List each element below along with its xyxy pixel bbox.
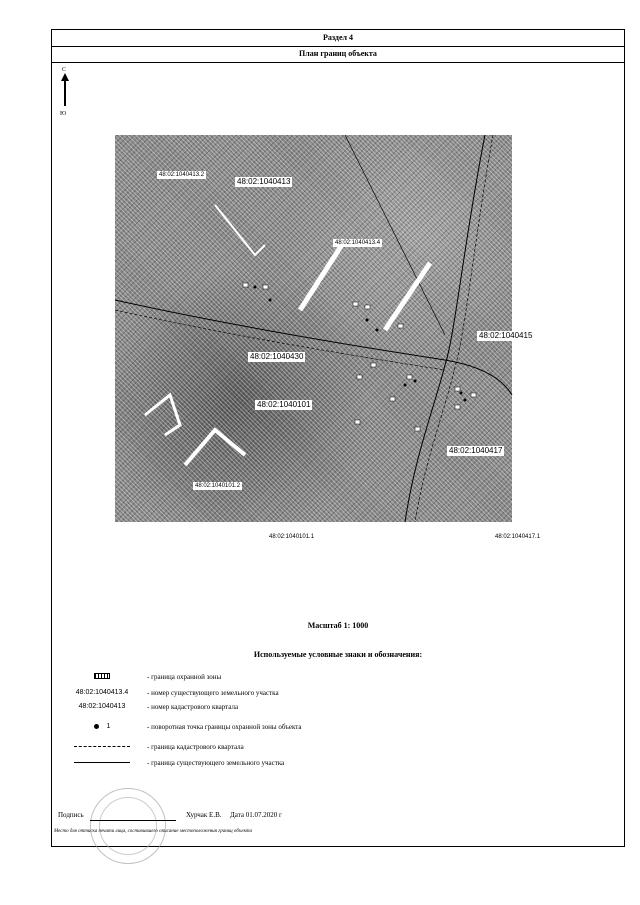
signature-line (90, 820, 176, 821)
signature-date: Дата 01.07.2020 г (230, 811, 282, 819)
turning-point-icon (94, 724, 99, 729)
protection-zone-boundary-icon (94, 673, 110, 679)
legend-symbol (62, 723, 142, 730)
legend-item (52, 759, 624, 773)
map-overlay (115, 135, 512, 522)
map-scale: Масштаб 1: 1000 (307, 621, 369, 630)
legend-text: - номер кадастрового квартала (147, 703, 239, 711)
compass-line (64, 76, 66, 106)
map-label-quarter: 48:02:1040430 (250, 352, 304, 361)
legend-text: - граница охранной зоны (147, 673, 222, 681)
map-label-quarter: 48:02:1040101 (257, 400, 311, 409)
seal-stamp (90, 788, 166, 864)
compass-north-label: С (62, 67, 67, 73)
map-label-parcel: 48:02:1040417.1 (495, 534, 541, 540)
legend-text: - номер существующего земельного участка (147, 689, 279, 697)
legend-text: - граница существующего земельного участка (147, 759, 285, 767)
legend-text: - поворотная точка границы охранной зоны объекта (147, 723, 302, 731)
map-label-quarter: 48:02:1040417 (449, 446, 503, 455)
legend-item (52, 723, 624, 737)
legend-item (52, 703, 624, 717)
legend-symbol (62, 743, 142, 750)
legend-title: Используемые условные знаки и обозначения: (253, 650, 423, 659)
parcel-boundary-line-icon (74, 762, 130, 763)
compass-south-label: Ю (60, 111, 67, 117)
map-label-parcel: 48:02:1040413.2 (159, 172, 205, 178)
map-label-quarter: 48:02:1040413 (237, 177, 291, 186)
signature-label: Подпись (58, 811, 84, 819)
stamp-note: Место для оттиска печати лица, составившего описание местоположения границ объекта (54, 829, 253, 834)
page-title: План границ объекта (52, 46, 624, 63)
compass (58, 66, 74, 122)
legend-item (52, 743, 624, 757)
document-frame (51, 29, 625, 847)
boundary-map (115, 135, 541, 540)
legend-item (52, 673, 624, 687)
map-label-quarter: 48:02:1040415 (479, 331, 533, 340)
legend-point-number: 1 (106, 723, 111, 730)
legend-symbol: 48:02:1040413 (78, 703, 126, 710)
legend-symbol (62, 673, 142, 680)
legend-text: - граница кадастрового квартала (147, 743, 244, 751)
map-label-parcel: 48:02:1040413.4 (335, 240, 381, 246)
section-header: Раздел 4 (52, 30, 624, 47)
map-label-parcel: 48:02:1040101.2 (195, 483, 241, 489)
signer-name: Хурчак Е.В. (186, 811, 222, 819)
quarter-boundary-line-icon (74, 746, 130, 747)
map-label-parcel: 48:02:1040101.1 (269, 534, 315, 540)
legend-item (52, 689, 624, 703)
legend-symbol (62, 759, 142, 766)
legend-symbol: 48:02:1040413.4 (75, 689, 129, 696)
